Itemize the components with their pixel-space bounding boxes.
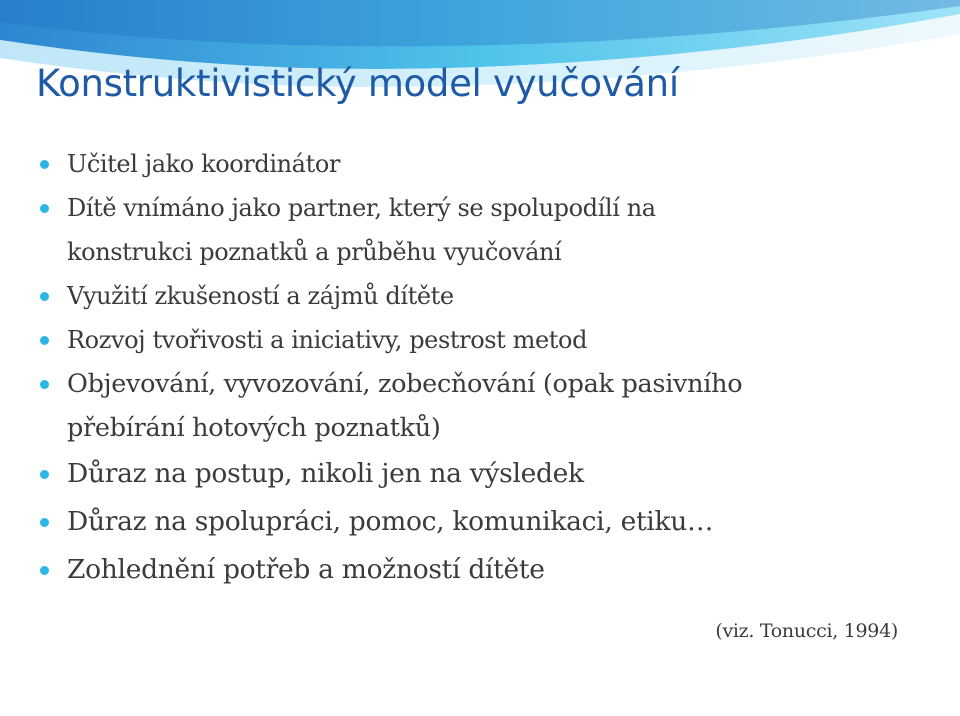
bullet-text: Dítě vnímáno jako partner, který se spolupodílí na <box>67 194 656 222</box>
bullet-text: Důraz na spolupráci, pomoc, komunikaci, etiku… <box>67 506 714 537</box>
bullet-text-continuation: přebírání hotových poznatků) <box>67 413 441 443</box>
bullet-dot-icon <box>40 470 49 479</box>
bullet-text: Využití zkušeností a zájmů dítěte <box>67 282 454 310</box>
bullet-item <box>40 274 930 318</box>
bullet-item <box>40 546 930 594</box>
bullet-dot-icon <box>40 204 49 213</box>
bullet-item <box>40 498 930 546</box>
bullet-dot-icon <box>40 336 49 345</box>
bullet-text: Zohlednění potřeb a možností dítěte <box>67 554 545 585</box>
bullet-dot-icon <box>40 566 49 575</box>
bullet-dot-icon <box>40 292 49 301</box>
bullet-item <box>40 362 930 450</box>
bullet-item <box>40 450 930 498</box>
bullet-item <box>40 318 930 362</box>
bullet-text: Objevování, vyvozování, zobecňování (opak pasivního <box>67 369 743 399</box>
bullet-text: Učitel jako koordinátor <box>67 150 340 178</box>
slide-title: Konstruktivistický model vyučování <box>36 62 679 105</box>
bullet-item <box>40 186 930 274</box>
bullet-text: Rozvoj tvořivosti a iniciativy, pestrost metod <box>67 326 588 354</box>
bullet-list <box>40 142 930 594</box>
bullet-text: Důraz na postup, nikoli jen na výsledek <box>67 458 584 489</box>
bullet-dot-icon <box>40 380 49 389</box>
citation: (viz. Tonucci, 1994) <box>715 620 898 642</box>
bullet-dot-icon <box>40 160 49 169</box>
bullet-text-continuation: konstrukci poznatků a průběhu vyučování <box>67 238 562 266</box>
bullet-dot-icon <box>40 518 49 527</box>
bullet-item <box>40 142 930 186</box>
